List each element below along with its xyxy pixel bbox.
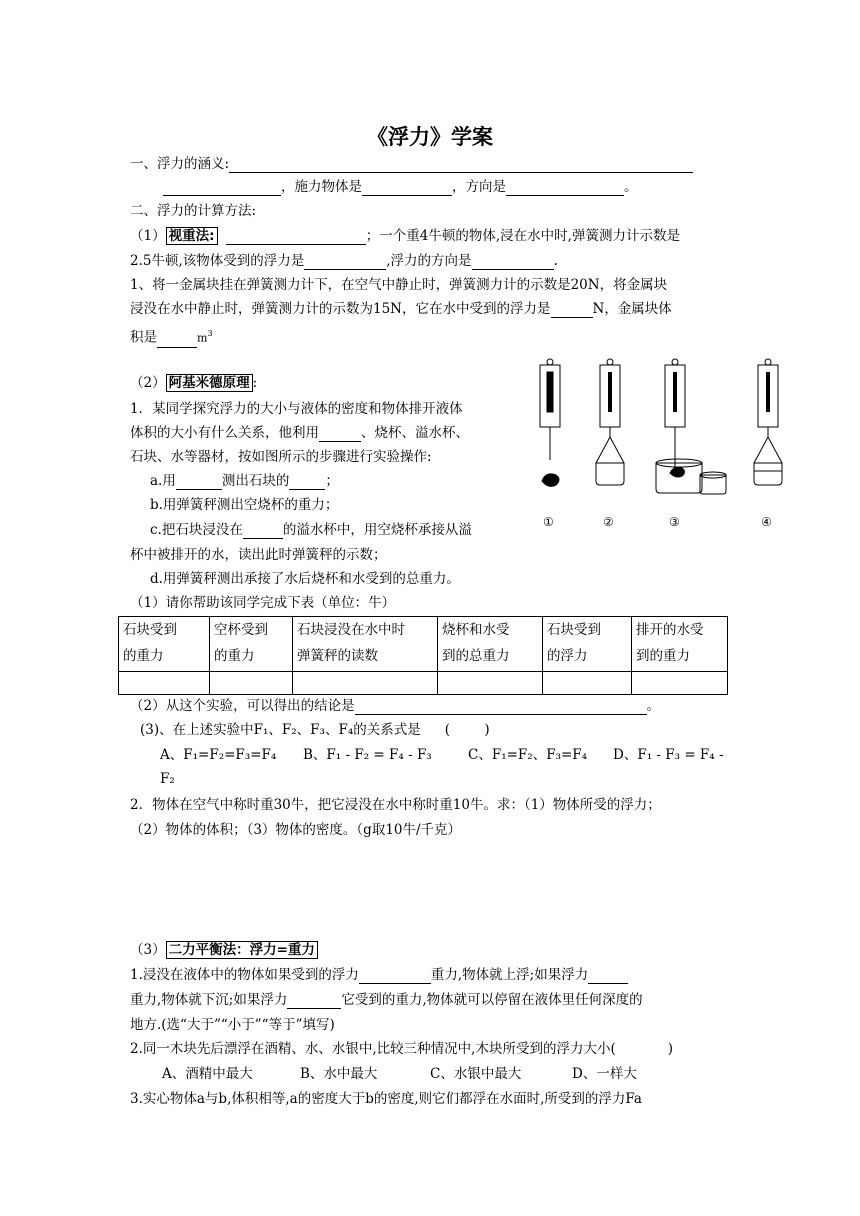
conclusion-line — [130, 697, 660, 715]
blank-m1-q1-volume[interactable] — [157, 333, 197, 348]
spring-scale-1 — [540, 359, 560, 460]
option-d-cont: F₂ — [160, 771, 175, 787]
m1-method-name: 视重法: — [166, 227, 218, 245]
m3-q2 — [130, 1040, 673, 1058]
m1-q1-a: 1、将一金属块挂在弹簧测力计下，在空气中静止时，弹簧测力计的示数是20N，将金属块 — [130, 277, 668, 293]
m3-q1-b — [130, 991, 643, 1009]
m2-num: （2） — [130, 375, 166, 391]
option-d[interactable]: D、F₁ - F₃ = F₄ - — [613, 747, 724, 763]
m3-q2-option-c[interactable]: C、水银中最大 — [430, 1066, 522, 1082]
m3-q2-text: 2.同一木块先后漂浮在酒精、水、水银中,比较三种情况中,木块所受到的浮力大小( — [130, 1041, 616, 1057]
m3-q1-c: 地方.(选“大于”“小于”“等于”填写) — [130, 1017, 335, 1033]
text-agent: ，施力物体是 — [281, 179, 362, 195]
experiment-figure — [520, 355, 790, 530]
relation-paren: ( ) — [444, 722, 490, 738]
conclusion-text: （2）从这个实验，可以得出的结论是 — [130, 698, 355, 714]
m1-line2 — [130, 252, 558, 270]
m2-q2-b: （2）物体的体积；（3）物体的密度。（g取10牛/千克） — [130, 822, 462, 838]
blank-m3-3[interactable] — [287, 994, 341, 1009]
m2-step-b: b.用弹簧秤测出空烧杯的重力； — [150, 497, 339, 513]
cell-input[interactable] — [119, 672, 210, 695]
blank-step-c[interactable] — [243, 524, 283, 539]
unit-m: m — [197, 331, 208, 345]
m3-q2-option-a[interactable]: A、酒精中最大 — [162, 1066, 253, 1082]
blank-m1-buoyancy[interactable] — [304, 255, 386, 270]
figure-label-3: ③ — [669, 515, 680, 529]
spring-scale-4 — [754, 359, 782, 463]
m3-q2-end: ) — [667, 1041, 674, 1057]
step-a-text: a.用 — [150, 473, 176, 489]
m2-q2-a: 2．物体在空气中称时重30牛，把它浸没在水中称时重10牛。求：（1）物体所受的浮力； — [130, 797, 661, 813]
m1-text4: . — [553, 253, 558, 269]
m3-q2-option-b[interactable]: B、水中最大 — [300, 1066, 378, 1082]
m2-p2-text: 体积的大小有什么关系，他利用 — [130, 425, 319, 441]
cell-input[interactable] — [543, 672, 632, 695]
m2-step-c — [150, 521, 472, 539]
col-submerged-reading: 石块浸没在水中时 弹簧秤的读数 — [293, 617, 438, 672]
m2-p2-text2: 、烧杯、溢水杯、 — [361, 425, 469, 441]
m2-step-c3: 杯中被排开的水，读出此时弹簧秤的示数； — [130, 547, 387, 563]
col-stone-weight: 石块受到 的重力 — [119, 617, 210, 672]
step-c-text: c.把石块浸没在 — [150, 522, 243, 538]
sec1-line2 — [163, 178, 638, 196]
m2-method-name: 阿基米德原理 — [166, 374, 253, 392]
blank-m1-formula[interactable] — [226, 230, 366, 245]
m3-q1-text: 1.浸没在液体中的物体如果受到的浮力 — [130, 967, 359, 983]
blank-m3-1[interactable] — [359, 969, 431, 984]
conclusion-end: 。 — [646, 698, 661, 714]
stone-1 — [542, 474, 559, 486]
blank-step-a-tool[interactable] — [176, 475, 222, 490]
m2-colon: : — [252, 375, 258, 391]
step-c-text2: 的溢水杯中，用空烧杯承接从溢 — [282, 522, 472, 538]
col-cup-water: 烧杯和水受 到的总重力 — [438, 617, 543, 672]
m3-q2-option-d[interactable]: D、一样大 — [572, 1066, 637, 1082]
m1-num: （1） — [130, 228, 166, 244]
m3-method-name: 二力平衡法：浮力=重力 — [166, 941, 318, 959]
blank-direction[interactable] — [506, 181, 624, 196]
step-a-text3: ； — [325, 473, 339, 489]
blank-m1-q1-force[interactable] — [551, 303, 593, 318]
col-empty-cup: 空杯受到 的重力 — [210, 617, 293, 672]
unit-exp: 3 — [207, 329, 213, 338]
cell-input[interactable] — [210, 672, 293, 695]
table-row — [119, 672, 728, 695]
blank-m3-2[interactable] — [588, 969, 628, 984]
blank-m1-direction[interactable] — [472, 255, 554, 270]
m3-heading — [130, 941, 318, 959]
m2-p1: 1．某同学探究浮力的大小与液体的密度和物体排开液体 — [130, 401, 463, 417]
blank-m2-tool[interactable] — [319, 427, 361, 442]
m1-q1-b — [130, 300, 672, 318]
table-prompt: （1）请你帮助该同学完成下表（单位：牛） — [130, 595, 396, 611]
spring-scale-3 — [665, 359, 685, 467]
m2-p2 — [130, 424, 469, 442]
text-direction: ，方向是 — [452, 179, 506, 195]
m2-heading — [130, 374, 257, 392]
option-a[interactable]: A、F₁=F₂=F₃=F₄ — [160, 747, 277, 763]
m2-step-d: d.用弹簧秤测出承接了水后烧杯和水受到的总重力。 — [150, 571, 460, 587]
relation-text: (3)、在上述实验中F₁、F₂、F₃、F₄的关系式是 — [140, 722, 421, 738]
m1-text1: ；一个重4牛顿的物体,浸在水中时,弹簧测力计示数是 — [365, 228, 680, 244]
m1-line1 — [130, 227, 680, 245]
blank-step-a-quantity[interactable] — [289, 475, 325, 490]
m1-text3: ,浮力的方向是 — [386, 253, 472, 269]
col-displaced-water: 排开的水受 到的重力 — [632, 617, 728, 672]
cell-input[interactable] — [438, 672, 543, 695]
spring-scale-2 — [596, 359, 624, 463]
option-b[interactable]: B、F₁ - F₂ = F₄ - F₃ — [303, 747, 432, 763]
sec1-line1 — [130, 155, 693, 173]
m1-text2: 2.5牛顿,该物体受到的浮力是 — [130, 253, 305, 269]
figure-label-4: ④ — [761, 515, 772, 529]
cell-input[interactable] — [632, 672, 728, 695]
blank-agent[interactable] — [362, 181, 452, 196]
step-a-text2: 测出石块的 — [221, 473, 290, 489]
sec1-label: 一、浮力的涵义: — [130, 156, 230, 172]
m3-q1-text4: 它受到的重力,物体就可以停留在液体里任何深度的 — [341, 992, 643, 1008]
figure-label-1: ① — [543, 515, 554, 529]
cell-input[interactable] — [293, 672, 438, 695]
m3-num: （3） — [130, 942, 166, 958]
beaker-2 — [596, 463, 624, 485]
results-table — [118, 616, 728, 695]
m3-q3: 3.实心物体a与b,体积相等,a的密度大于b的密度,则它们都浮在水面时,所受到的浮力Fa — [130, 1091, 642, 1107]
m1-q1-d — [130, 325, 213, 348]
m2-p3: 石块、水等器材，按如图所示的步骤进行实验操作: — [130, 449, 432, 465]
option-c[interactable]: C、F₁=F₂、F₃=F₄ — [468, 747, 588, 763]
text-period: 。 — [624, 179, 638, 195]
blank-conclusion[interactable] — [355, 700, 647, 715]
blank-definition[interactable] — [229, 158, 693, 173]
relation-line — [140, 721, 490, 739]
blank-definition-2[interactable] — [163, 181, 281, 196]
sec2-heading: 二、浮力的计算方法: — [130, 203, 257, 219]
figure-label-2: ② — [603, 515, 614, 529]
col-buoyancy: 石块受到 的浮力 — [543, 617, 632, 672]
m2-step-a — [150, 472, 339, 490]
m1-q1-text: 浸没在水中静止时，弹簧测力计的示数为15N，它在水中受到的浮力是 — [130, 301, 551, 317]
m1-q1-text3: 积是 — [130, 329, 157, 346]
page-title: 《浮力》学案 — [367, 124, 493, 149]
m1-q1-text2: N，金属块体 — [592, 301, 672, 317]
m3-q1-a — [130, 966, 628, 984]
m3-q1-text2: 重力,物体就上浮;如果浮力 — [430, 967, 589, 983]
m3-q1-text3: 重力,物体就下沉;如果浮力 — [130, 992, 288, 1008]
